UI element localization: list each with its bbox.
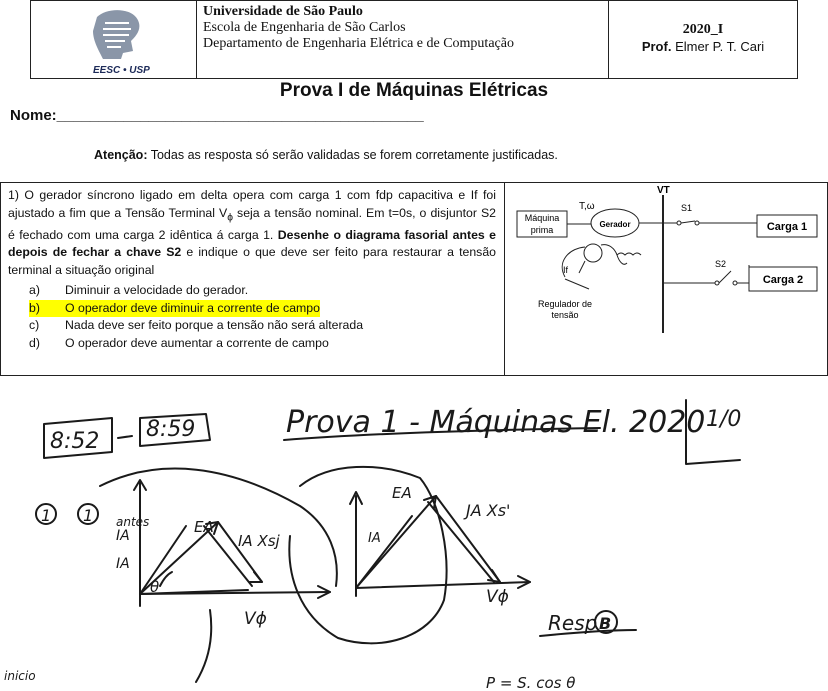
school-name: Escola de Engenharia de São Carlos: [203, 20, 406, 35]
regulator-label: tensão: [551, 310, 579, 320]
question-text: [8, 187, 496, 279]
term: 2020_I: [682, 22, 724, 37]
options-list: [29, 282, 363, 352]
torque-label: T,ω: [579, 201, 595, 212]
load2-label: Carga 2: [762, 274, 804, 286]
generator-label: Gerador: [599, 220, 631, 229]
question-part3: e indique o que deve ser feito para restaurar a tensão terminal a situação original: [8, 245, 496, 277]
s2-contact: [733, 281, 737, 285]
ea-label-left: EA: [194, 518, 214, 536]
option-b: [29, 300, 363, 318]
option-text: Diminuir a velocidade do gerador.: [65, 283, 249, 297]
ia-label-left: IA: [116, 528, 130, 544]
jxs-arrowhead: [250, 572, 262, 582]
header-table: [30, 0, 798, 79]
option-text-highlighted: O operador deve diminuir a corrente de campo: [65, 300, 320, 318]
option-letter: d): [29, 335, 40, 350]
institution-cell: [197, 1, 609, 78]
exam-title: Prova I de Máquinas Elétricas: [279, 80, 549, 101]
before-label: antes: [116, 515, 150, 529]
circuit-diagram: [505, 183, 827, 375]
ia-label-left-2: IA: [116, 556, 130, 572]
regulator-label: Regulador de: [537, 299, 593, 309]
prof-name: Elmer P. T. Cari: [675, 39, 765, 54]
vphi-label-left: Vϕ: [244, 609, 267, 629]
prime-mover-label: prima: [530, 225, 554, 235]
option-text: Nada deve ser feito porque a tensão não será alterada: [65, 318, 364, 333]
if-label: If: [563, 265, 569, 275]
course-cell: [609, 1, 797, 78]
field-winding: [617, 253, 641, 255]
option-a: [29, 282, 363, 300]
field-supply-circle: [584, 244, 602, 262]
phi-subscript: ϕ: [227, 212, 234, 224]
option-letter: a): [29, 283, 40, 297]
attention-text: Todas as resposta só serão validadas se forem corretamente justificadas.: [150, 148, 558, 162]
question-part1: 1) O gerador síncrono ligado em delta opera com carga 1 com fdp capacitiva e If foi ajustado a fim que a Tensão Terminal V: [8, 188, 496, 220]
inicio-note: inicio: [4, 669, 36, 683]
s1-label: S1: [681, 203, 693, 213]
option-letter: b): [29, 300, 65, 318]
s1-blade: [681, 221, 695, 223]
ia-label-right: IA: [368, 531, 381, 546]
department-name: Departamento de Engenharia Elétrica e de Computação: [203, 36, 514, 51]
s1-contact: [695, 221, 699, 225]
prof-label: Prof.: [641, 39, 672, 54]
load1-label: Carga 1: [766, 221, 808, 233]
logo-text: EESC • USP: [93, 65, 150, 76]
time-dash: [118, 436, 132, 438]
eesc-logo: [31, 1, 197, 80]
handwritten-heading: Prova 1 - Máquinas El. 2020: [286, 405, 706, 440]
corner-mark: 1/0: [706, 407, 742, 432]
question-part2: seja a tensão nominal. Em t=0s, o disjuntor S2 é fechado com uma carga 2 idêntica á carga 1.: [8, 205, 497, 242]
ea-label-right: EA: [392, 484, 412, 502]
if-line: [565, 279, 589, 289]
vt-label: VT: [657, 185, 670, 196]
resp-answer: B: [599, 614, 612, 633]
locus-circle-right: [289, 467, 446, 643]
resp-label: Resp: [548, 611, 598, 635]
question-bold: Desenhe o diagrama fasorial antes e depois de fechar a chave S2: [8, 227, 496, 260]
power-formula: P = S. cos θ: [486, 674, 576, 691]
jxs-label-left: IA Xsj: [238, 532, 280, 550]
option-letter: c): [29, 318, 40, 333]
vphi-label-right: Vϕ: [486, 587, 509, 607]
attention-note: [94, 148, 558, 162]
ia-phasor-left: [140, 526, 186, 594]
time-start: 8:52: [50, 429, 100, 454]
option-d: [29, 335, 363, 353]
name-field-label: Nome:____________________________________________: [10, 107, 424, 124]
time-end: 8:59: [146, 417, 196, 442]
s2-blade-open: [719, 271, 731, 283]
handwritten-answer: [0, 376, 828, 691]
item-number: 1: [83, 506, 94, 525]
prime-mover-label: Máquina: [524, 213, 560, 223]
logo-cell: [31, 1, 197, 78]
locus-arc-lower: [196, 610, 211, 682]
option-c: [29, 317, 363, 335]
s2-contact: [715, 281, 719, 285]
s1-contact: [677, 221, 681, 225]
attention-label: Atenção:: [94, 148, 148, 162]
institution-name: Universidade de São Paulo: [203, 4, 363, 19]
jxs-label-right: JA Xs': [466, 501, 511, 520]
theta-label: θ: [150, 578, 160, 596]
option-text: O operador deve aumentar a corrente de campo: [65, 335, 329, 350]
s2-label: S2: [715, 259, 727, 269]
question-number: 1: [41, 506, 52, 525]
